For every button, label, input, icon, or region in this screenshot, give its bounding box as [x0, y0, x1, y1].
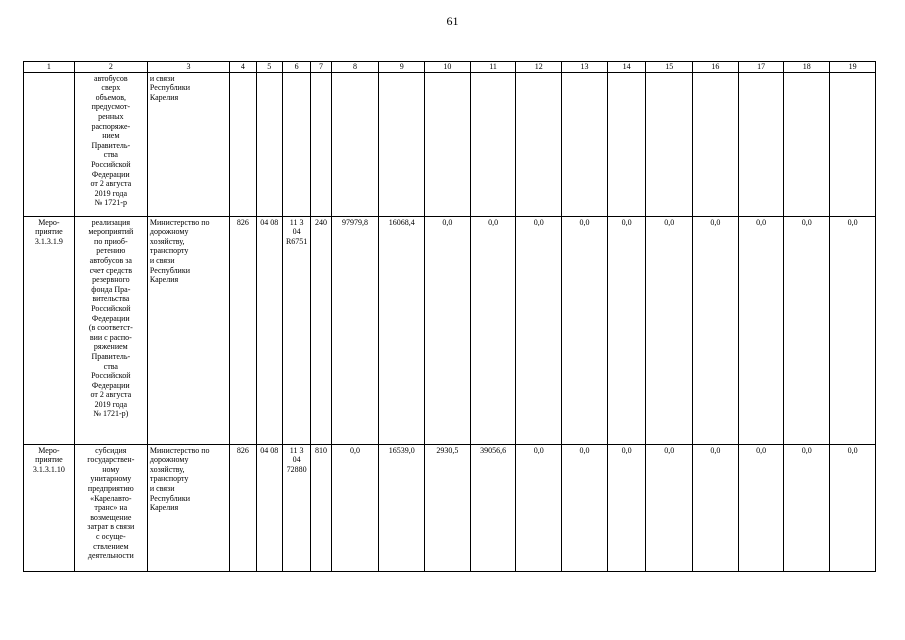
section-cell: 04 08 — [256, 444, 282, 571]
section-cell — [256, 72, 282, 216]
expense-type-cell: 240 — [311, 216, 331, 444]
value-cell: 0,0 — [646, 444, 693, 571]
header-row — [24, 62, 876, 73]
value-cell: 0,0 — [562, 444, 608, 571]
value-cell: 0,0 — [425, 216, 471, 444]
value-cell — [562, 72, 608, 216]
executor-cell: Министерство по дорожному хозяйству, транспорту и связи Республики Карелия — [147, 444, 229, 571]
table-row — [24, 72, 876, 216]
value-cell: 0,0 — [516, 444, 562, 571]
table-row — [24, 216, 876, 444]
column-header: 10 — [425, 62, 471, 73]
column-header: 18 — [784, 62, 830, 73]
column-header: 8 — [331, 62, 379, 73]
value-cell: 16068,4 — [379, 216, 425, 444]
value-cell — [379, 72, 425, 216]
event-code-cell: Меро- приятие 3.1.3.1.10 — [24, 444, 75, 571]
column-header: 13 — [562, 62, 608, 73]
column-header: 5 — [256, 62, 282, 73]
grbs-cell — [230, 72, 256, 216]
value-cell — [331, 72, 379, 216]
value-cell: 0,0 — [331, 444, 379, 571]
expense-type-cell: 810 — [311, 444, 331, 571]
column-header: 7 — [311, 62, 331, 73]
target-article-cell: 11 3 04 72880 — [282, 444, 310, 571]
value-cell: 0,0 — [784, 444, 830, 571]
event-code-cell: Меро- приятие 3.1.3.1.9 — [24, 216, 75, 444]
value-cell: 2930,5 — [425, 444, 471, 571]
value-cell — [607, 72, 646, 216]
column-header: 9 — [379, 62, 425, 73]
value-cell: 0,0 — [693, 216, 739, 444]
value-cell: 0,0 — [830, 216, 876, 444]
value-cell: 0,0 — [607, 444, 646, 571]
grbs-cell: 826 — [230, 216, 256, 444]
table-row — [24, 444, 876, 571]
column-header: 15 — [646, 62, 693, 73]
event-description-cell: субсидия государствен- ному унитарному предприятию «Карелавто- транс» на возмещение затрат в связи с осуще- ствлением деятельности — [74, 444, 147, 571]
column-header: 11 — [470, 62, 516, 73]
value-cell — [830, 72, 876, 216]
target-article-cell — [282, 72, 310, 216]
value-cell — [738, 72, 784, 216]
column-header: 14 — [607, 62, 646, 73]
value-cell: 0,0 — [470, 216, 516, 444]
expense-type-cell — [311, 72, 331, 216]
target-article-cell: 11 3 04 R6751 — [282, 216, 310, 444]
event-description-cell: реализация мероприятий по приоб- ретению автобусов за счет средств резервного фонда Пра- вительства Российской Федерации (в соответст- вии с распо- ряжением Правитель- ства Российской Федерации от 2 августа 2019 года № 1721-р) — [74, 216, 147, 444]
value-cell: 0,0 — [516, 216, 562, 444]
event-code-cell — [24, 72, 75, 216]
executor-cell: Министерство по дорожному хозяйству, транспорту и связи Республики Карелия — [147, 216, 229, 444]
column-header: 17 — [738, 62, 784, 73]
value-cell: 0,0 — [562, 216, 608, 444]
value-cell — [784, 72, 830, 216]
value-cell — [693, 72, 739, 216]
value-cell: 0,0 — [646, 216, 693, 444]
value-cell — [425, 72, 471, 216]
value-cell: 0,0 — [738, 216, 784, 444]
value-cell: 97979,8 — [331, 216, 379, 444]
value-cell: 39056,6 — [470, 444, 516, 571]
value-cell: 16539,0 — [379, 444, 425, 571]
budget-table — [23, 61, 876, 572]
column-header: 6 — [282, 62, 310, 73]
column-header: 19 — [830, 62, 876, 73]
event-description-cell: автобусов сверх объемов, предусмот- ренных распоряже- нием Правитель- ства Российской Федерации от 2 августа 2019 года № 1721-р — [74, 72, 147, 216]
value-cell — [516, 72, 562, 216]
value-cell: 0,0 — [607, 216, 646, 444]
section-cell: 04 08 — [256, 216, 282, 444]
column-header: 16 — [693, 62, 739, 73]
column-header: 2 — [74, 62, 147, 73]
value-cell: 0,0 — [784, 216, 830, 444]
column-header: 12 — [516, 62, 562, 73]
value-cell — [470, 72, 516, 216]
column-header: 4 — [230, 62, 256, 73]
page-number: 61 — [446, 14, 459, 28]
executor-cell: и связи Республики Карелия — [147, 72, 229, 216]
column-header: 1 — [24, 62, 75, 73]
value-cell — [646, 72, 693, 216]
value-cell: 0,0 — [693, 444, 739, 571]
grbs-cell: 826 — [230, 444, 256, 571]
value-cell: 0,0 — [738, 444, 784, 571]
column-header: 3 — [147, 62, 229, 73]
value-cell: 0,0 — [830, 444, 876, 571]
